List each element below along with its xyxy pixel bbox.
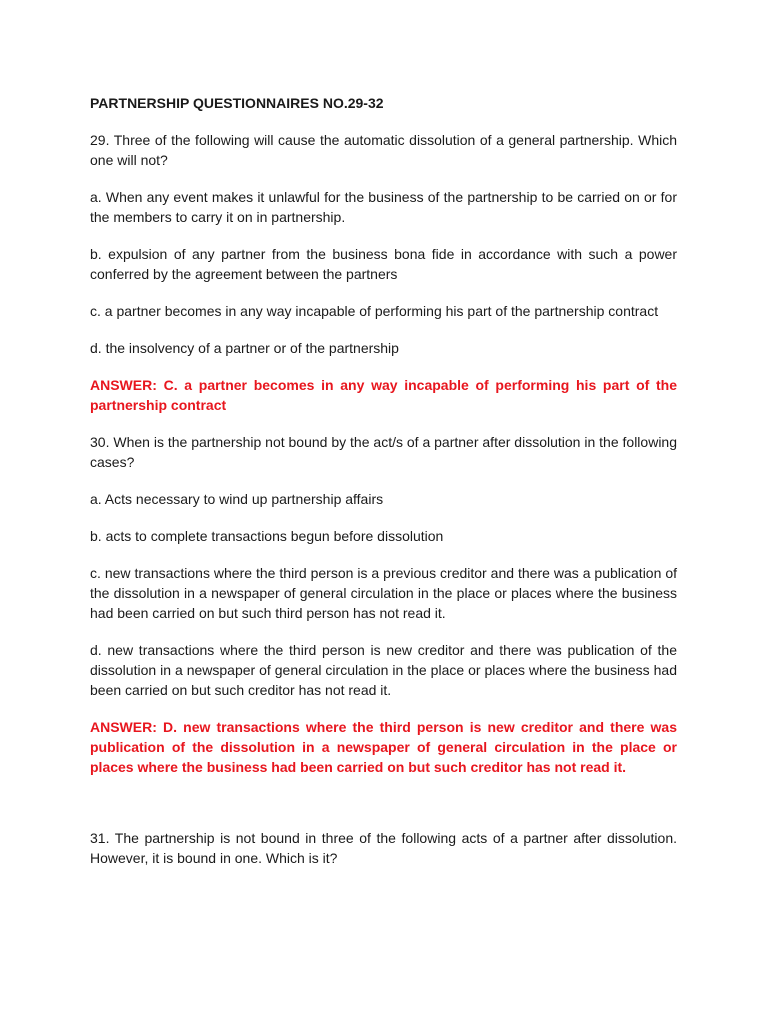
question-30-text: 30. When is the partnership not bound by the act/s of a partner after dissolution in the following cases? xyxy=(90,434,677,470)
question-30-answer: ANSWER: D. new transactions where the third person is new creditor and there was publication of the dissolution in a newspaper of general circulation in the place or places where the business had been carried on but such creditor has not read it. xyxy=(90,719,677,775)
question-29-text: 29. Three of the following will cause the automatic dissolution of a general partnership. Which one will not? xyxy=(90,132,677,168)
question-31-block xyxy=(90,828,677,868)
question-30-option-d: d. new transactions where the third person is new creditor and there was publication of the dissolution in a newspaper of general circulation in the place or places where the business had been carried on but such creditor has not read it. xyxy=(90,642,677,698)
question-30-block xyxy=(90,432,677,777)
question-30-option-a: a. Acts necessary to wind up partnership affairs xyxy=(90,491,384,507)
section-gap xyxy=(90,794,677,828)
document-title: PARTNERSHIP QUESTIONNAIRES NO.29-32 xyxy=(90,95,384,111)
question-30-option-c: c. new transactions where the third person is a previous creditor and there was a publication of the dissolution in a newspaper of general circulation in the place or places where the business had been carried on but such third person has not read it. xyxy=(90,565,677,621)
question-29-option-b: b. expulsion of any partner from the business bona fide in accordance with such a power conferred by the agreement between the partners xyxy=(90,246,677,282)
question-30-option-b: b. acts to complete transactions begun before dissolution xyxy=(90,528,444,544)
question-29-option-c: c. a partner becomes in any way incapable of performing his part of the partnership contract xyxy=(90,303,659,319)
question-29-answer: ANSWER: C. a partner becomes in any way incapable of performing his part of the partnership contract xyxy=(90,377,677,413)
question-29-option-d: d. the insolvency of a partner or of the partnership xyxy=(90,340,399,356)
document-page xyxy=(90,93,677,885)
question-31-text: 31. The partnership is not bound in three of the following acts of a partner after dissolution. However, it is bound in one. Which is it? xyxy=(90,830,677,866)
question-29-option-a: a. When any event makes it unlawful for the business of the partnership to be carried on or for the members to carry it on in partnership. xyxy=(90,189,677,225)
question-29-block xyxy=(90,130,677,415)
